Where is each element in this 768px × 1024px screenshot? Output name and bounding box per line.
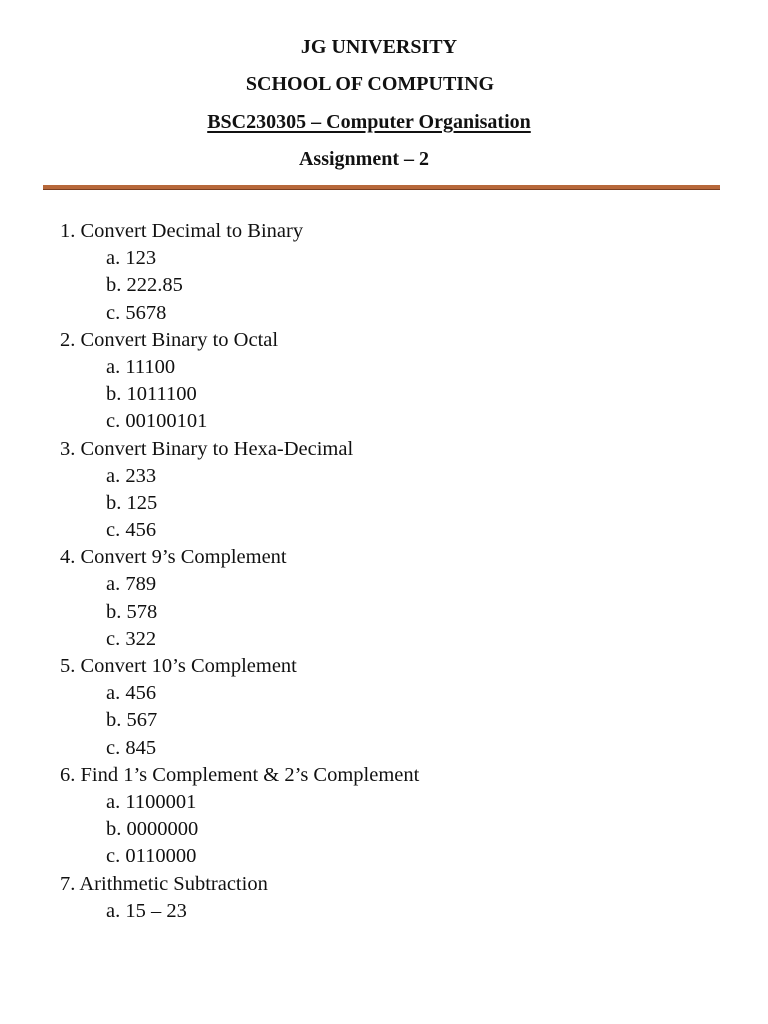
option-label: a. <box>106 899 121 922</box>
option-value: 5678 <box>125 301 167 324</box>
question-number: 3. <box>60 437 76 460</box>
option-item <box>60 517 740 544</box>
option-value: 123 <box>125 247 157 270</box>
option-value: 456 <box>125 682 157 705</box>
header-divider <box>43 185 720 190</box>
option-label: b. <box>106 383 122 406</box>
option-label: b. <box>106 274 122 297</box>
option-value: 00100101 <box>125 410 208 433</box>
question-text: Convert 10’s Complement <box>80 655 297 677</box>
option-item <box>60 245 740 272</box>
option-label: a. <box>106 355 121 378</box>
question-text: Find 1’s Complement & 2’s Complement <box>80 763 420 786</box>
option-label: c. <box>106 410 121 433</box>
option-label: a. <box>106 790 121 813</box>
option-list <box>60 571 740 653</box>
question-line <box>60 653 740 680</box>
question-item <box>60 218 740 327</box>
question-line <box>60 762 740 789</box>
question-number: 7. <box>60 872 76 895</box>
option-value: 578 <box>126 600 158 623</box>
question-number: 4. <box>60 546 76 569</box>
option-label: c. <box>106 845 121 868</box>
option-value: 789 <box>125 573 157 596</box>
option-value: 222.85 <box>126 274 183 297</box>
question-line <box>60 327 740 354</box>
option-item <box>60 599 740 626</box>
option-item <box>60 626 740 653</box>
option-value: 15 – 23 <box>125 899 187 922</box>
option-label: b. <box>106 600 122 623</box>
option-item <box>60 735 740 762</box>
option-item <box>60 490 740 517</box>
question-line <box>60 871 740 898</box>
option-label: a. <box>106 247 121 270</box>
question-text: Arithmetic Subtraction <box>79 872 268 895</box>
option-item <box>60 898 740 925</box>
option-label: b. <box>106 709 122 732</box>
question-text: Convert Decimal to Binary <box>80 220 304 242</box>
option-label: c. <box>106 301 121 324</box>
option-item <box>60 707 740 734</box>
option-label: c. <box>106 627 121 650</box>
question-text: Convert Binary to Hexa-Decimal <box>80 437 354 460</box>
option-value: 845 <box>125 736 157 759</box>
option-label: c. <box>106 736 121 759</box>
option-value: 125 <box>126 491 158 514</box>
option-list <box>60 354 740 436</box>
option-item <box>60 843 740 870</box>
option-list <box>60 463 740 545</box>
option-list <box>60 245 740 327</box>
option-item <box>60 463 740 490</box>
option-value: 11100 <box>125 355 176 378</box>
option-label: b. <box>106 491 122 514</box>
question-item <box>60 871 740 925</box>
option-item <box>60 789 740 816</box>
option-value: 322 <box>125 627 157 650</box>
option-list <box>60 680 740 762</box>
question-list <box>60 218 740 925</box>
option-value: 233 <box>125 464 157 487</box>
question-number: 2. <box>60 328 76 351</box>
option-value: 0000000 <box>126 818 199 841</box>
question-item <box>60 762 740 871</box>
university-title: JG UNIVERSITY <box>300 36 458 58</box>
option-value: 567 <box>126 709 158 732</box>
option-item <box>60 680 740 707</box>
option-item <box>60 354 740 381</box>
option-label: a. <box>106 682 121 705</box>
option-label: b. <box>106 818 122 841</box>
course-title: BSC230305 – Computer Organisation <box>207 111 531 133</box>
question-text: Convert Binary to Octal <box>80 328 279 351</box>
option-item <box>60 272 740 299</box>
option-value: 1011100 <box>126 383 197 406</box>
option-item <box>60 408 740 435</box>
option-value: 0110000 <box>125 845 197 868</box>
option-value: 1100001 <box>125 790 197 813</box>
question-text: Convert 9’s Complement <box>80 546 287 569</box>
question-item <box>60 327 740 436</box>
question-item <box>60 544 740 653</box>
option-item <box>60 571 740 598</box>
option-label: a. <box>106 464 121 487</box>
option-item <box>60 300 740 327</box>
question-number: 6. <box>60 763 76 786</box>
option-item <box>60 381 740 408</box>
option-value: 456 <box>125 519 157 542</box>
question-item <box>60 653 740 762</box>
question-line <box>60 544 740 571</box>
school-title: SCHOOL OF COMPUTING <box>245 73 495 95</box>
option-list <box>60 898 740 925</box>
option-list <box>60 789 740 871</box>
option-item <box>60 816 740 843</box>
assignment-title: Assignment – 2 <box>298 148 429 170</box>
question-line <box>60 218 740 245</box>
question-number: 1. <box>60 220 76 242</box>
question-number: 5. <box>60 655 76 677</box>
question-item <box>60 436 740 545</box>
question-line <box>60 436 740 463</box>
option-label: a. <box>106 573 121 596</box>
option-label: c. <box>106 519 121 542</box>
